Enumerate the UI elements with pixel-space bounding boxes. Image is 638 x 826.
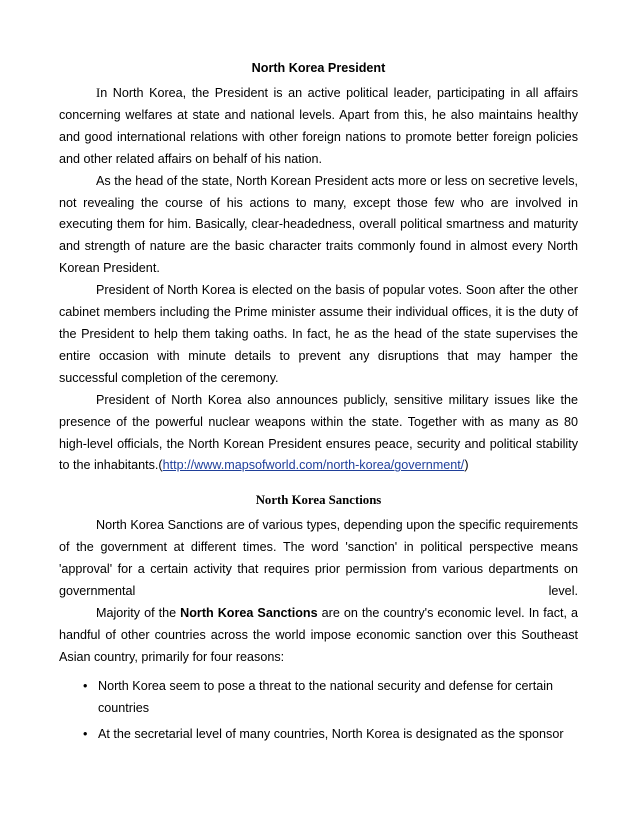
paragraph-text-end: ) (464, 458, 469, 473)
section-title-president: North Korea President (251, 61, 386, 75)
document-page (59, 58, 578, 751)
reasons-list (59, 676, 578, 747)
bold-term: North Korea Sanctions (180, 605, 318, 620)
list-item-text: At the secretarial level of many countries, North Korea is designated as the sponsor (98, 727, 564, 742)
paragraph-text: President of North Korea also announces publicly, sensitive military issues like the presence of the powerful nuclear weapons within the state. Together with as many as 80 high-level officials, the North Korean President ensures peace, security and political stability to the inhabitants.( (59, 392, 578, 473)
paragraph-president-secrecy: As the head of the state, North Korean President acts more or less on secretive levels, not revealing the course of his actions to many, except those few who are involved in executing them for him. Basically, clear-headedness, overall political smartness and maturity and strength of nature are the basic character traits commonly found in almost every North Korean President. (59, 173, 578, 276)
paragraph-text-rest: are on the country's economic level. In fact, a handful of other countries across the world impose economic sanction over this Southeast Asian country, primarily for four reasons: (59, 605, 579, 664)
paragraph-president-role (59, 83, 578, 171)
paragraph-sanctions-types: North Korea Sanctions are of various types, depending upon the specific requirements of the government at different times. The word 'sanction' in political perspective means 'approval' for a certain activity that requires prior permission from various departments on governmental level. (59, 518, 578, 599)
list-item (59, 724, 578, 746)
source-link[interactable]: http://www.mapsofworld.com/north-korea/government/ (162, 458, 465, 473)
drop-letter: I (96, 86, 101, 100)
list-item (59, 676, 578, 720)
bullet-icon: • (83, 678, 88, 693)
paragraph-president-election: President of North Korea is elected on the basis of popular votes. Soon after the other cabinet members including the Prime minister assume their individual offices, it is the duty of the President to help them taking oaths. In fact, he as the head of the state supervises the entire occasion with minute details to prevent any disruptions that may hamper the successful completion of the ceremony. (59, 283, 578, 385)
paragraph-president-military (59, 390, 578, 478)
paragraph-sanctions-economic (59, 603, 578, 669)
paragraph-text: n North Korea, the President is an active political leader, participating in all affairs concerning welfares at state and national levels. Apart from this, he also maintains healthy and good international relations with other foreign nations to promote better foreign policies and other related affairs on behalf of his nation. (59, 86, 578, 166)
paragraph-text: Majority of the (96, 605, 181, 620)
bullet-icon: • (83, 727, 88, 742)
section-title-sanctions: North Korea Sanctions (255, 493, 382, 508)
list-item-text: North Korea seem to pose a threat to the national security and defense for certain countries (98, 678, 554, 715)
